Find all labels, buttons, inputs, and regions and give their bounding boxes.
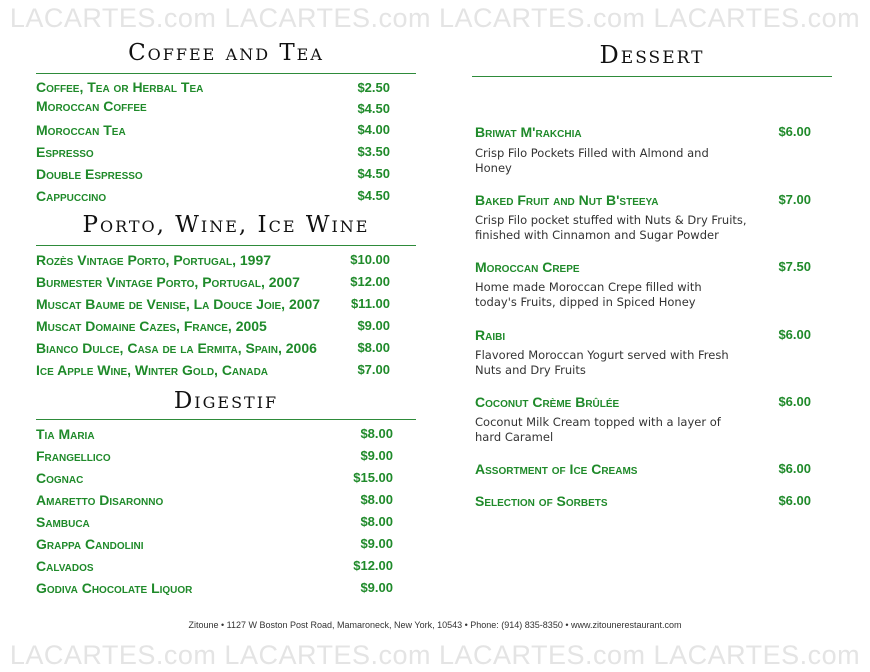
porto-item-name: Rozès Vintage Porto, Portugal, 1997 [36, 252, 272, 268]
digestif-item-name: Amaretto Disaronno [36, 492, 164, 508]
porto-item-price: $10.00 [350, 252, 390, 267]
dessert-rule [472, 76, 832, 77]
digestif-item-name: Tia Maria [36, 426, 95, 442]
dessert-item-description: Home made Moroccan Crepe filled with today's Fruits, dipped in Spiced Honey [475, 280, 702, 309]
porto-item-name: Muscat Domaine Cazes, France, 2005 [36, 318, 267, 334]
dessert-item-name: Assortment of Ice Creams [475, 461, 638, 477]
coffee-tea-rule [36, 73, 416, 74]
coffee-item-name: Moroccan Tea [36, 122, 126, 138]
porto-item-name: Burmester Vintage Porto, Portugal, 2007 [36, 274, 300, 290]
porto-wine-rule [36, 245, 416, 246]
dessert-item-price: $6.00 [778, 124, 811, 139]
dessert-item-description: Crisp Filo Pockets Filled with Almond and Honey [475, 146, 709, 175]
dessert-item-name: Baked Fruit and Nut B'steeya [475, 192, 659, 208]
dessert-item-price: $6.00 [778, 394, 811, 409]
coffee-item-name: Double Espresso [36, 166, 143, 182]
digestif-item-price: $9.00 [360, 536, 393, 551]
porto-wine-heading: Porto, Wine, Ice Wine [82, 212, 370, 238]
digestif-item-name: Grappa Candolini [36, 536, 144, 552]
porto-item-price: $12.00 [350, 274, 390, 289]
coffee-item-price: $3.50 [357, 144, 390, 159]
digestif-item-price: $8.00 [360, 492, 393, 507]
watermark-bottom: LACARTES.com LACARTES.com LACARTES.com LACARTES.com [9, 640, 861, 670]
footer-address: Zitoune • 1127 W Boston Post Road, Mamaroneck, New York, 10543 • Phone: (914) 835-8350 • www.zitounerestaurant.com [188, 620, 682, 630]
coffee-item-name: Moroccan Coffee [36, 98, 147, 114]
porto-item-name: Ice Apple Wine, Winter Gold, Canada [36, 362, 269, 378]
dessert-item-price: $6.00 [778, 461, 811, 476]
coffee-tea-heading: Coffee and Tea [128, 40, 324, 66]
dessert-item-name: Briwat M'rakchia [475, 124, 582, 140]
porto-item-name: Muscat Baume de Venise, La Douce Joie, 2007 [36, 296, 321, 312]
digestif-item-name: Godiva Chocolate Liquor [36, 580, 193, 596]
dessert-item-description: Coconut Milk Cream topped with a layer of hard Caramel [475, 415, 721, 444]
watermark-top: LACARTES.com LACARTES.com LACARTES.com LACARTES.com [9, 3, 861, 33]
digestif-item-price: $12.00 [353, 558, 393, 573]
digestif-item-price: $15.00 [353, 470, 393, 485]
dessert-heading: Dessert [599, 41, 705, 69]
digestif-item-name: Cognac [36, 470, 84, 486]
porto-item-price: $11.00 [350, 296, 390, 311]
coffee-item-name: Cappuccino [36, 188, 107, 204]
dessert-item-description: Crisp Filo pocket stuffed with Nuts & Dry Fruits, finished with Cinnamon and Sugar Powder [475, 213, 747, 242]
dessert-item-name: Moroccan Crepe [475, 259, 580, 275]
digestif-heading: Digestif [173, 388, 279, 414]
dessert-item-price: $6.00 [778, 327, 811, 342]
digestif-item-price: $8.00 [360, 514, 393, 529]
digestif-item-name: Calvados [36, 558, 94, 574]
dessert-item-price: $6.00 [778, 493, 811, 508]
coffee-item-name: Espresso [36, 144, 94, 160]
porto-item-price: $8.00 [357, 340, 390, 355]
digestif-item-price: $9.00 [360, 448, 393, 463]
coffee-item-price: $4.00 [357, 122, 390, 137]
coffee-item-price: $2.50 [357, 80, 390, 95]
dessert-item-name: Coconut Crème Brûlée [475, 394, 620, 410]
dessert-item-price: $7.00 [778, 192, 811, 207]
digestif-item-name: Sambuca [36, 514, 90, 530]
digestif-item-name: Frangellico [36, 448, 111, 464]
digestif-item-price: $9.00 [360, 580, 393, 595]
dessert-item-description: Flavored Moroccan Yogurt served with Fresh Nuts and Dry Fruits [475, 348, 729, 377]
porto-item-price: $7.00 [357, 362, 390, 377]
dessert-item-name: Raibi [475, 327, 506, 343]
porto-item-name: Bianco Dulce, Casa de la Ermita, Spain, 2006 [36, 340, 317, 356]
coffee-item-price: $4.50 [357, 101, 390, 116]
dessert-item-price: $7.50 [778, 259, 811, 274]
dessert-item-name: Selection of Sorbets [475, 493, 608, 509]
coffee-item-name: Coffee, Tea or Herbal Tea [36, 79, 204, 95]
coffee-item-price: $4.50 [357, 166, 390, 181]
digestif-item-price: $8.00 [360, 426, 393, 441]
porto-item-price: $9.00 [357, 318, 390, 333]
coffee-item-price: $4.50 [357, 188, 390, 203]
digestif-rule [36, 419, 416, 420]
